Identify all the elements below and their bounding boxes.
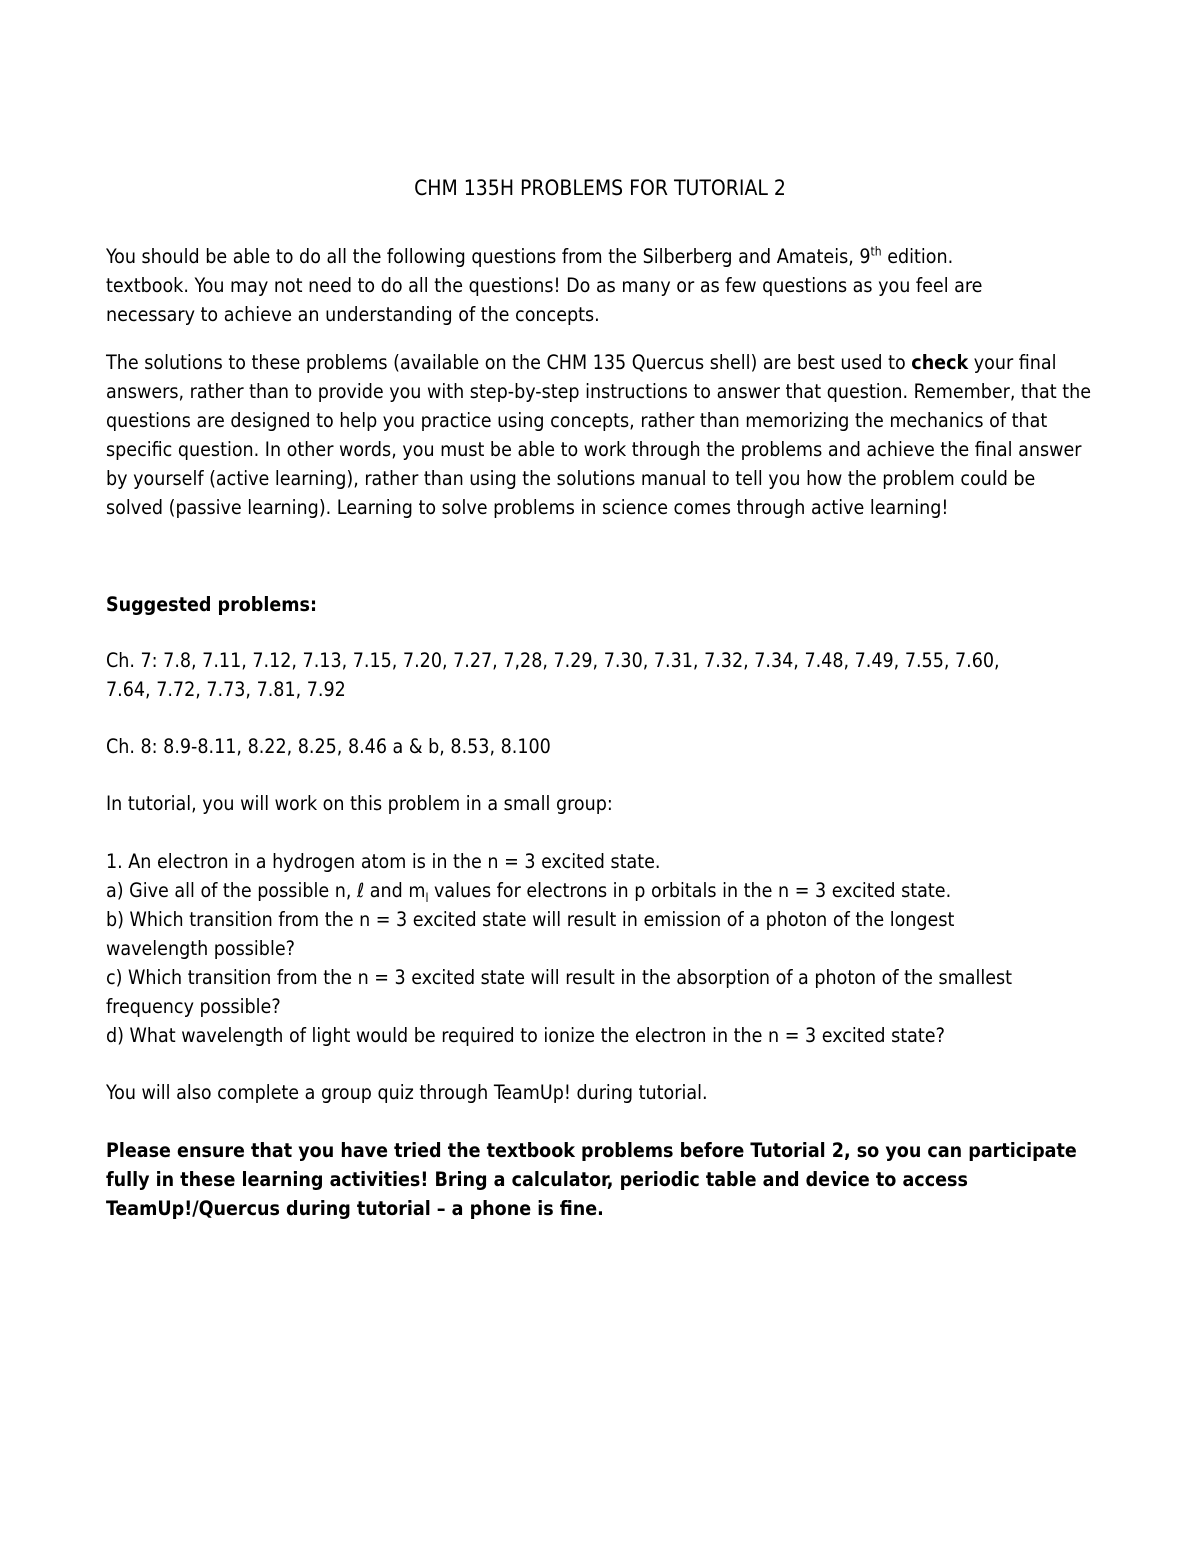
intro-paragraph xyxy=(106,242,1096,329)
q1a-text-mid: and m xyxy=(364,879,426,902)
chapter-8-problems: Ch. 8: 8.9-8.11, 8.22, 8.25, 8.46 a & b, 8.53, 8.100 xyxy=(106,735,551,758)
ch7-line-1: Ch. 7: 7.8, 7.11, 7.12, 7.13, 7.15, 7.20, 7.27, 7,28, 7.29, 7.30, 7.31, 7.32, 7.34, 7.48, 7.49, 7.55, 7.60, xyxy=(106,649,1000,672)
intro-line-1-end: edition. xyxy=(881,245,954,268)
ml-subscript: l xyxy=(425,890,429,905)
chapter-7-problems xyxy=(106,646,1096,704)
ch7-line-2: 7.64, 7.72, 7.73, 7.81, 7.92 xyxy=(106,678,346,701)
solutions-paragraph xyxy=(106,348,1096,522)
question-1b-line-2: wavelength possible? xyxy=(106,937,295,960)
closing-line-2: fully in these learning activities! Bring a calculator, periodic table and device to access xyxy=(106,1168,968,1191)
page-title: CHM 135H PROBLEMS FOR TUTORIAL 2 xyxy=(414,176,786,200)
closing-note xyxy=(106,1136,1096,1223)
tutorial-intro: In tutorial, you will work on this problem in a small group: xyxy=(106,792,613,815)
tutorial-question xyxy=(106,847,1096,1050)
intro-line-2: textbook. You may not need to do all the questions! Do as many or as few questions as you feel are xyxy=(106,274,983,297)
closing-line-3: TeamUp!/Quercus during tutorial – a phone is fine. xyxy=(106,1197,604,1220)
solutions-start: The solutions to these problems (available on the CHM 135 Quercus shell) are best used to xyxy=(106,351,912,374)
solutions-rest: final answers, rather than to provide you with step-by-step instructions to answer that question. Remember, that the questions are designed to help you practice using concepts, rather than memorizing the mechanics of that specific question. In other words, you must be able to work through the problems and achieve the final answer by yourself (active learning), rather than using the solutions manual to tell you how the problem could be solved (passive learning). Learning to solve problems in science comes through active learning! xyxy=(106,351,1091,519)
question-1: 1. An electron in a hydrogen atom is in the n = 3 excited state. xyxy=(106,850,661,873)
closing-line-1: Please ensure that you have tried the textbook problems before Tutorial 2, so you can participate xyxy=(106,1139,1077,1162)
ell-symbol: ℓ xyxy=(356,879,365,902)
solutions-text xyxy=(106,348,1096,522)
solutions-your: your xyxy=(968,351,1014,374)
question-1b-line-1: b) Which transition from the n = 3 excited state will result in emission of a photon of the longest xyxy=(106,908,955,931)
question-1d: d) What wavelength of light would be required to ionize the electron in the n = 3 excited state? xyxy=(106,1024,945,1047)
intro-line-3: necessary to achieve an understanding of the concepts. xyxy=(106,303,600,326)
q1a-text-end: values for electrons in p orbitals in the n = 3 excited state. xyxy=(428,879,952,902)
edition-superscript: th xyxy=(870,244,882,259)
intro-line-1-text: You should be able to do all the following questions from the Silberberg and Amateis, 9 xyxy=(106,245,871,268)
intro-line-1 xyxy=(106,242,1096,271)
quiz-note: You will also complete a group quiz through TeamUp! during tutorial. xyxy=(106,1081,708,1104)
check-emphasis: check xyxy=(911,351,969,374)
q1a-text-start: a) Give all of the possible n, xyxy=(106,879,357,902)
suggested-problems-heading: Suggested problems: xyxy=(106,593,318,616)
question-1a xyxy=(106,876,1096,905)
question-1c-line-2: frequency possible? xyxy=(106,995,281,1018)
question-1c-line-1: c) Which transition from the n = 3 excited state will result in the absorption of a photon of the smallest xyxy=(106,966,1013,989)
